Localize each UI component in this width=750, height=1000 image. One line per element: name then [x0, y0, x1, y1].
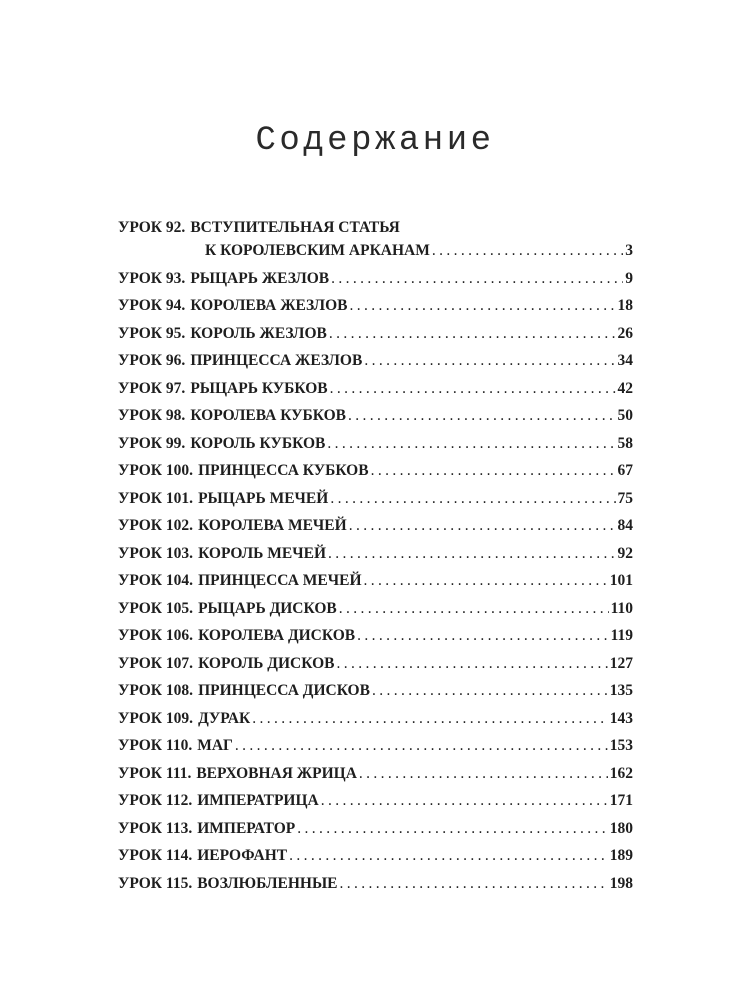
entry-title: РЫЦАРЬ ЖЕЗЛОВ — [190, 269, 330, 287]
entry-title: ИЕРОФАНТ — [197, 847, 288, 864]
entry-label: УРОК 96. — [118, 352, 186, 369]
entry-label: УРОК 105. — [118, 599, 194, 617]
entry-page: 84 — [617, 517, 633, 534]
entry-page: 101 — [609, 572, 633, 589]
entry-page: 42 — [617, 379, 633, 397]
dot-leader — [329, 323, 616, 345]
entry-label: УРОК 93. — [118, 269, 186, 287]
entry-label: УРОК 111. — [118, 764, 192, 782]
entry-title: КОРОЛЕВА ЖЕЗЛОВ — [190, 297, 348, 314]
toc-entry — [118, 405, 633, 433]
entry-label: УРОК 101. — [118, 489, 194, 507]
entry-page: 67 — [617, 462, 633, 479]
toc-entry — [118, 845, 633, 873]
entry-title: МАГ — [197, 737, 233, 754]
entry-title: КОРОЛЬ ЖЕЗЛОВ — [190, 324, 327, 342]
dot-leader — [289, 845, 608, 867]
dot-leader — [331, 268, 623, 290]
entry-label: УРОК 110. — [118, 737, 193, 754]
entry-page: 18 — [617, 297, 633, 314]
entry-label: УРОК 107. — [118, 654, 194, 672]
toc-entry — [118, 735, 633, 763]
entry-page: 9 — [625, 269, 633, 287]
entry-page: 135 — [609, 682, 633, 699]
entry-label: УРОК 92. — [118, 219, 186, 236]
entry-page: 75 — [617, 489, 633, 507]
entry-title: КОРОЛЬ КУБКОВ — [190, 434, 326, 452]
entry-page: 127 — [609, 654, 633, 672]
toc-entry — [118, 763, 633, 791]
dot-leader — [350, 295, 616, 317]
dot-leader — [328, 543, 615, 565]
dot-leader — [235, 735, 608, 757]
entry-title: ИМПЕРАТРИЦА — [197, 792, 319, 809]
dot-leader — [330, 378, 616, 400]
dot-leader — [321, 790, 608, 812]
toc-entry — [118, 378, 633, 406]
toc-entry — [118, 488, 633, 516]
entry-title: РЫЦАРЬ ДИСКОВ — [198, 599, 337, 617]
entry-page: 162 — [609, 764, 633, 782]
toc-entry — [118, 625, 633, 653]
entry-label: УРОК 115. — [118, 874, 193, 892]
entry-page: 34 — [617, 352, 633, 369]
entry-label: УРОК 108. — [118, 682, 194, 699]
entry-page: 3 — [625, 242, 633, 259]
entry-title: ИМПЕРАТОР — [197, 819, 296, 837]
toc-entry — [118, 873, 633, 901]
dot-leader — [364, 350, 615, 372]
dot-leader — [339, 598, 609, 620]
toc-entry — [118, 268, 633, 296]
entry-label: УРОК 114. — [118, 847, 193, 864]
entry-title: ПРИНЦЕССА МЕЧЕЙ — [198, 572, 362, 589]
dot-leader — [336, 653, 607, 675]
entry-title: РЫЦАРЬ МЕЧЕЙ — [198, 489, 329, 507]
toc-entry — [118, 295, 633, 323]
dot-leader — [327, 433, 615, 455]
entry-page: 50 — [617, 407, 633, 424]
table-of-contents — [118, 217, 633, 900]
dot-leader — [359, 763, 608, 785]
entry-title: ВСТУПИТЕЛЬНАЯ СТАТЬЯ — [190, 219, 400, 236]
entry-label: УРОК 109. — [118, 709, 194, 727]
entry-title: КОРОЛЬ МЕЧЕЙ — [198, 544, 327, 562]
entry-page: 171 — [609, 792, 633, 809]
entry-label: УРОК 94. — [118, 297, 186, 314]
toc-entry — [118, 653, 633, 681]
entry-title: ПРИНЦЕССА КУБКОВ — [198, 462, 369, 479]
entry-page: 92 — [617, 544, 633, 562]
entry-title: ПРИНЦЕССА ЖЕЗЛОВ — [190, 352, 363, 369]
toc-entry — [118, 543, 633, 571]
entry-title: ВЕРХОВНАЯ ЖРИЦА — [196, 764, 357, 782]
entry-page: 58 — [617, 434, 633, 452]
toc-entry — [118, 708, 633, 736]
toc-entry — [118, 680, 633, 708]
dot-leader — [357, 625, 608, 647]
dot-leader — [372, 680, 608, 702]
toc-entry — [118, 790, 633, 818]
dot-leader — [432, 240, 623, 262]
entry-label: УРОК 113. — [118, 819, 193, 837]
entry-page: 26 — [617, 324, 633, 342]
toc-entry — [118, 515, 633, 543]
toc-entry — [118, 598, 633, 626]
entry-label: УРОК 103. — [118, 544, 194, 562]
entry-label: УРОК 97. — [118, 379, 186, 397]
entry-label: УРОК 102. — [118, 517, 194, 534]
toc-entry — [118, 818, 633, 846]
page-title: Содержание — [255, 122, 495, 160]
dot-leader — [330, 488, 615, 510]
dot-leader — [364, 570, 608, 592]
dot-leader — [349, 515, 616, 537]
entry-page: 189 — [609, 847, 633, 864]
toc-entry — [118, 217, 633, 268]
entry-label: УРОК 112. — [118, 792, 193, 809]
toc-entry — [118, 350, 633, 378]
toc-entry — [118, 323, 633, 351]
entry-page: 198 — [609, 874, 633, 892]
entry-label: УРОК 98. — [118, 407, 186, 424]
entry-page: 119 — [610, 627, 633, 644]
entry-page: 143 — [609, 709, 633, 727]
entry-title: КОРОЛЕВА МЕЧЕЙ — [198, 517, 347, 534]
entry-label: УРОК 95. — [118, 324, 186, 342]
dot-leader — [371, 460, 616, 482]
entry-page: 110 — [610, 599, 633, 617]
entry-title: КОРОЛЕВА КУБКОВ — [190, 407, 347, 424]
toc-entry — [118, 433, 633, 461]
toc-entry — [118, 570, 633, 598]
entry-title: ПРИНЦЕССА ДИСКОВ — [198, 682, 370, 699]
entry-title: ДУРАК — [198, 709, 251, 727]
entry-label: УРОК 99. — [118, 434, 186, 452]
entry-title-continued: К КОРОЛЕВСКИМ АРКАНАМ — [205, 242, 430, 259]
entry-title: РЫЦАРЬ КУБКОВ — [190, 379, 328, 397]
dot-leader — [340, 873, 608, 895]
toc-entry — [118, 460, 633, 488]
dot-leader — [252, 708, 608, 730]
dot-leader — [348, 405, 615, 427]
entry-title: ВОЗЛЮБЛЕННЫЕ — [197, 874, 338, 892]
dot-leader — [297, 818, 607, 840]
entry-title: КОРОЛЬ ДИСКОВ — [198, 654, 335, 672]
entry-label: УРОК 104. — [118, 572, 194, 589]
entry-label: УРОК 100. — [118, 462, 194, 479]
entry-label: УРОК 106. — [118, 627, 194, 644]
entry-page: 180 — [609, 819, 633, 837]
entry-page: 153 — [609, 737, 633, 754]
entry-title: КОРОЛЕВА ДИСКОВ — [198, 627, 356, 644]
